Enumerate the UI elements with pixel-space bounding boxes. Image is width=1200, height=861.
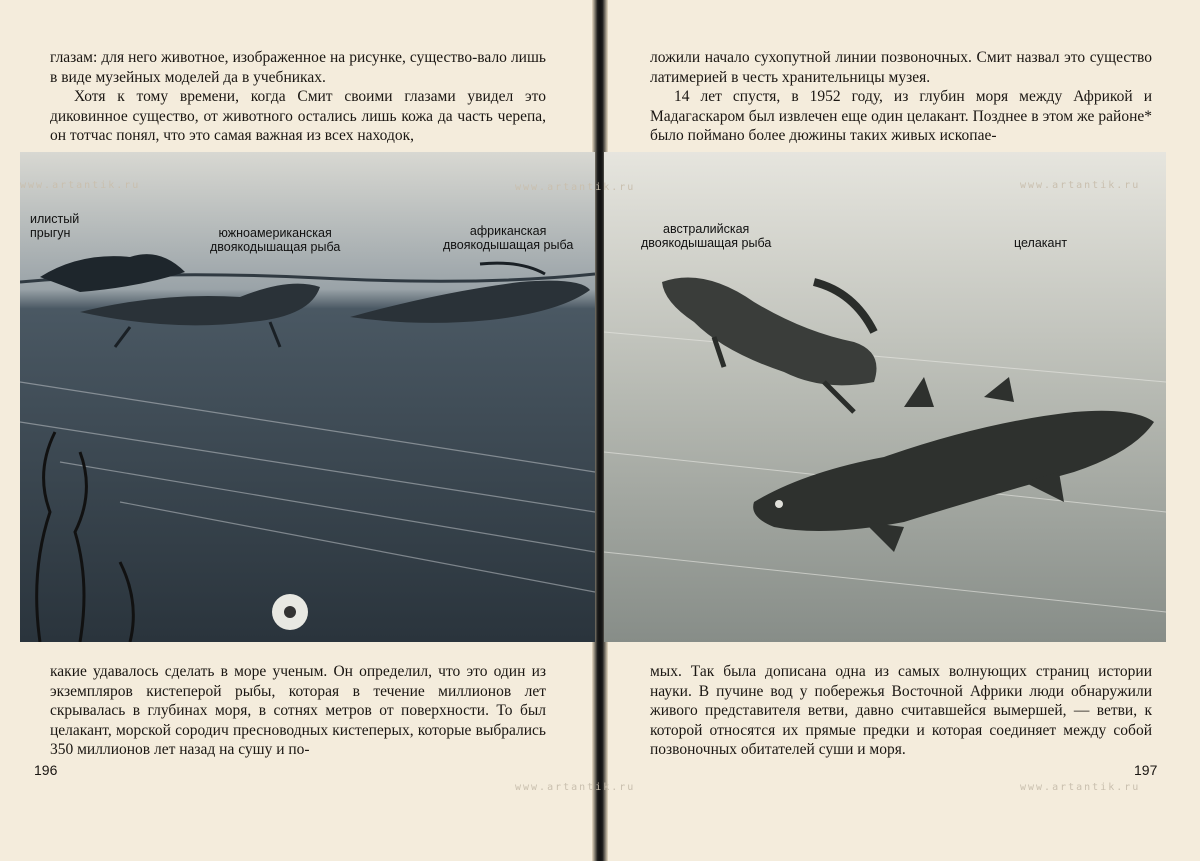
label-mudskipper: илистый прыгун — [30, 212, 80, 240]
paragraph: мых. Так была дописана одна из самых волнующих страниц истории науки. В пучине вод у побережья Восточной Африки люди обнаружили живого представителя ветви, давно считавшейся вымершей, — ветви, к которой относятся их прямые предки и которая соединяет между собой позвоночных обитателей суши и моря. — [650, 663, 1152, 758]
paragraph: ложили начало сухопутной линии позвоночных. Смит назвал это существо латимерией в честь хранительницы музея. — [650, 49, 1152, 86]
paragraph: глазам: для него животное, изображенное на рисунке, существо-вало лишь в виде музейных моделей да в учебниках. — [50, 49, 546, 86]
page-number-left: 196 — [34, 762, 58, 778]
watermark-text: www.artantik.ru — [1020, 180, 1141, 191]
right-top-text — [650, 48, 1152, 146]
paragraph: 14 лет спустя, в 1952 году, из глубин моря между Африкой и Мадагаскаром был извлечен еще один целакант. Позднее в этом же районе* было поймано более дюжины таких живых ископае- — [650, 88, 1152, 144]
label-coelacanth: целакант — [1014, 236, 1068, 250]
paragraph: какие удавалось сделать в море ученым. Он определил, что это один из экземпляров кистеперой рыбы, которая в течение миллионов лет скрывалась в глубинах моря, в сотнях метров от поверхности. То был целакант, морской сородич пресноводных кистеперых, которые выбрались 350 миллионов лет назад на сушу и по- — [50, 663, 546, 758]
right-bottom-text — [650, 662, 1152, 760]
watermark-text: www.artantik.ru — [20, 180, 141, 191]
page-number-right: 197 — [1134, 762, 1158, 778]
watermark-text: www.artantik.ru — [515, 782, 636, 793]
left-top-text — [50, 48, 546, 146]
label-au-lungfish: австралийская двоякодышащая рыба — [641, 222, 772, 250]
left-bottom-text — [50, 662, 546, 760]
watermark-text: www.artantik.ru — [1020, 782, 1141, 793]
label-af-lungfish: африканская двоякодышащая рыба — [443, 224, 574, 252]
paragraph: Хотя к тому времени, когда Смит своими глазами увидел это диковинное существо, от животного остались лишь кожа да часть черепа, он тотчас понял, что это самая важная из всех находок, — [50, 88, 546, 144]
label-sa-lungfish: южноамериканская двоякодышащая рыба — [210, 226, 341, 254]
watermark-text: www.artantik.ru — [515, 182, 636, 193]
